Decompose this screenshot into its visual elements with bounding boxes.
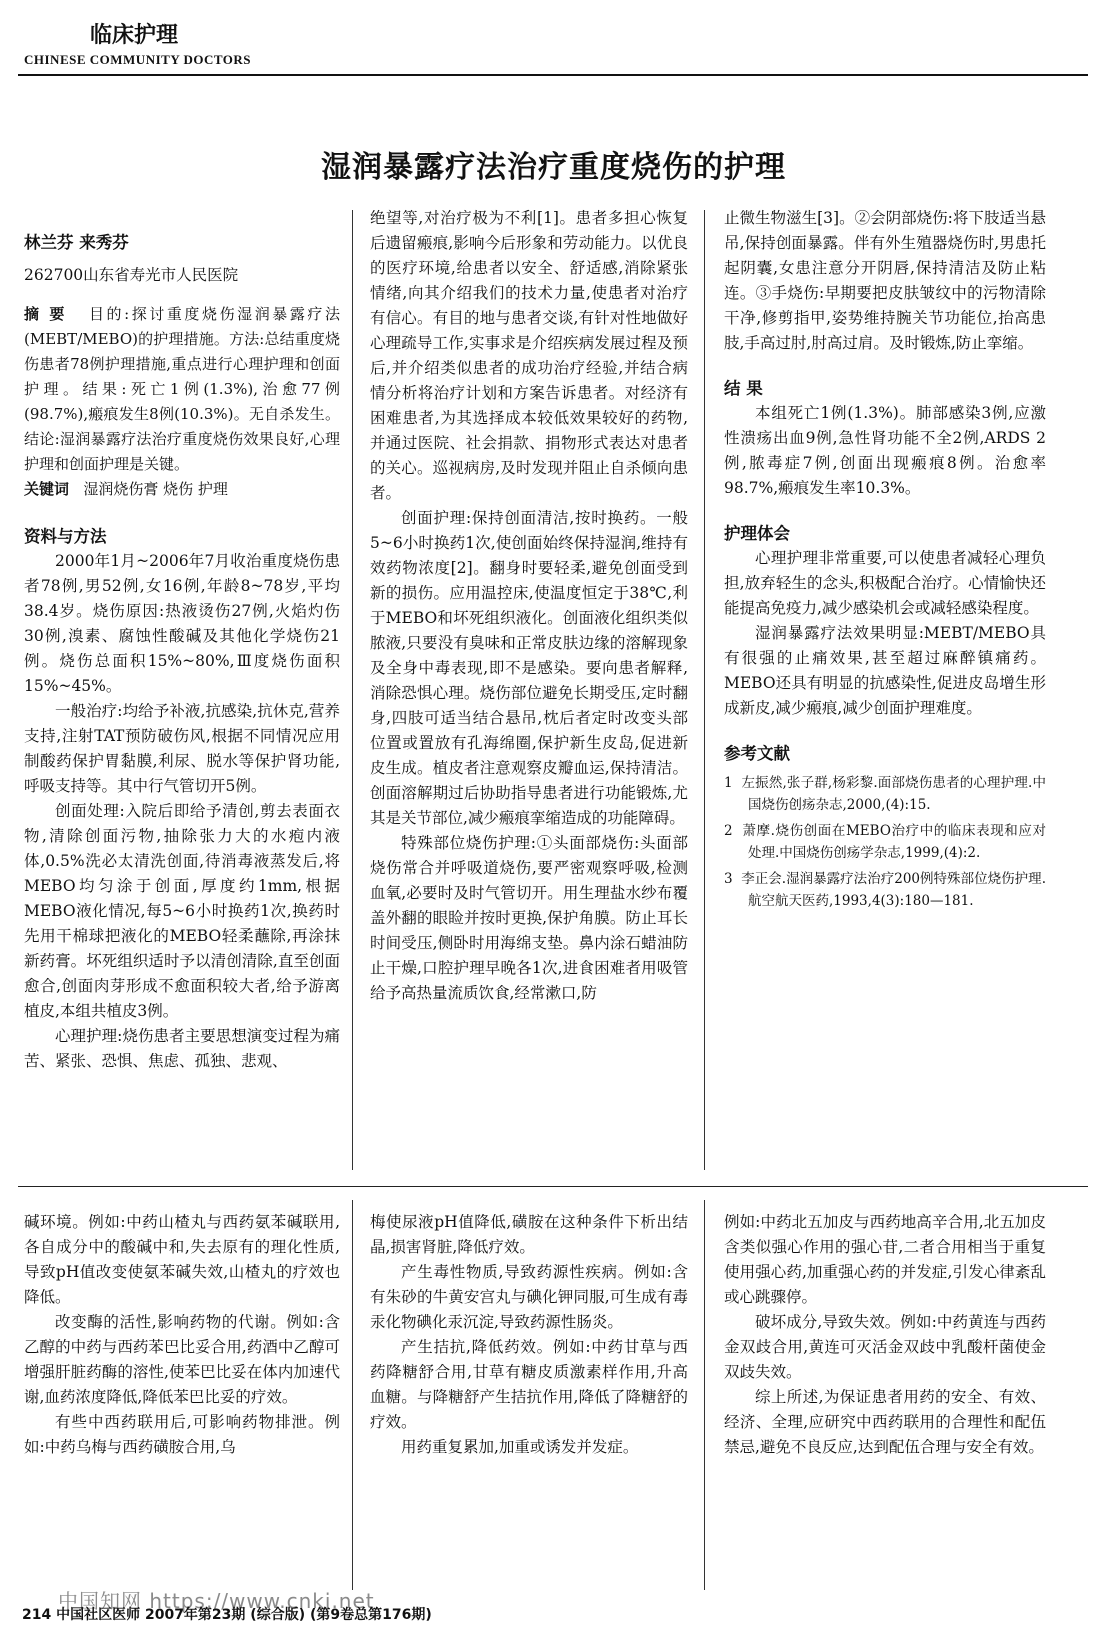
paragraph: 心理护理:烧伤患者主要思想演变过程为痛苦、紧张、恐惧、焦虑、孤独、悲观、 bbox=[24, 1027, 340, 1070]
paragraph: 2000年1月~2006年7月收治重度烧伤患者78例,男52例,女16例,年龄8~78岁,平均38.4岁。烧伤原因:热液烫伤27例,火焰灼伤30例,溴素、腐蚀性酸碱及其他化学烧伤21例。烧伤总面积15%~80%,Ⅲ度烧伤面积15%~45%。 bbox=[24, 552, 340, 695]
header-rule bbox=[18, 74, 1088, 76]
paragraph: 绝望等,对治疗极为不利[1]。患者多担心恢复后遗留瘢痕,影响今后形象和劳动能力。以优良的医疗环境,给患者以安全、舒适感,消除紧张情绪,向其介绍我们的技术力量,使患者对治疗有信心。有目的地与患者交谈,有针对性地做好心理疏导工作,实事求是介绍疾病发展过程及预后,并介绍类似患者的成功治疗经验,并结合病情分析将治疗计划和方案告诉患者。对经济有困难患者,为其选择成本较低效果较好的药物,并通过医院、社会捐款、捐物形式表达对患者的关心。巡视病房,及时发现并阻止自杀倾向患者。 bbox=[370, 209, 688, 502]
keywords-label: 关键词 bbox=[24, 480, 70, 498]
paragraph: 梅使尿液pH值降低,磺胺在这种条件下析出结晶,损害肾脏,降低疗效。 bbox=[370, 1213, 688, 1256]
column-1 bbox=[24, 230, 340, 1074]
article-title: 湿润暴露疗法治疗重度烧伤的护理 bbox=[321, 150, 786, 185]
paragraph: 心理护理非常重要,可以使患者减轻心理负担,放弃轻生的念头,积极配合治疗。心情愉快还能提高免疫力,减少感染机会或减轻感染程度。 bbox=[724, 549, 1046, 617]
column-divider bbox=[352, 210, 353, 1170]
bottom-column-1 bbox=[24, 1210, 340, 1460]
abstract bbox=[24, 302, 340, 477]
paragraph: 止微生物滋生[3]。②会阴部烧伤:将下肢适当悬吊,保持创面暴露。伴有外生殖器烧伤时,男患托起阴囊,女患注意分开阴唇,保持清洁及防止粘连。③手烧伤:早期要把皮肤皱纹中的污物清除干净,修剪指甲,姿势维持腕关节功能位,抬高患肢,手高过肘,肘高过肩。及时锻炼,防止挛缩。 bbox=[724, 209, 1046, 352]
paragraph: 例如:中药北五加皮与西药地高辛合用,北五加皮含类似强心作用的强心苷,二者合用相当于重复使用强心药,加重强心药的并发症,引发心律紊乱或心跳骤停。 bbox=[724, 1213, 1046, 1306]
paragraph: 破坏成分,导致失效。例如:中药黄连与西药金双歧合用,黄连可灭活金双歧中乳酸杆菌使金双歧失效。 bbox=[724, 1313, 1046, 1381]
column-divider bbox=[352, 1200, 353, 1590]
paragraph: 创面护理:保持创面清洁,按时换药。一般5~6小时换药1次,使创面始终保持湿润,维持有效药物浓度[2]。翻身时要轻柔,避免创面受到新的损伤。应用温控床,使温度恒定于38℃,利于MEBO和坏死组织液化。创面液化组织类似脓液,只要没有臭味和正常皮肤边缘的溶解现象及全身中毒表现,即不是感染。要向患者解释,消除恐惧心理。烧伤部位避免长期受压,定时翻身,四肢可适当结合悬吊,枕后者定时改变头部位置或置放有孔海绵圈,保护新生皮岛,促进新皮生成。植皮者注意观察皮瓣血运,保持清洁。创面溶解期过后协助指导患者进行功能锻炼,尤其是关节部位,减少瘢痕挛缩造成的功能障碍。 bbox=[370, 509, 688, 827]
column-divider bbox=[704, 210, 705, 1170]
page-footer: 214 中国社区医师 2007年第23期 (综合版) (第9卷总第176期) bbox=[22, 1607, 432, 1623]
paragraph: 本组死亡1例(1.3%)。肺部感染3例,应激性溃疡出血9例,急性肾功能不全2例,ARDS 2例,脓毒症7例,创面出现瘢痕8例。治愈率98.7%,瘢痕发生率10.3%。 bbox=[724, 404, 1046, 497]
affiliation: 262700山东省寿光市人民医院 bbox=[24, 266, 239, 284]
abstract-label: 摘 要 bbox=[24, 305, 67, 323]
reference-item: 1 左振然,张子群,杨彩黎.面部烧伤患者的心理护理.中国烧伤创疡杂志,2000,(4):15. bbox=[724, 775, 1046, 813]
authors: 林兰芬 来秀芬 bbox=[24, 233, 129, 252]
bottom-column-2 bbox=[370, 1210, 688, 1460]
bottom-column-3 bbox=[724, 1210, 1046, 1460]
paragraph: 湿润暴露疗法效果明显:MEBT/MEBO具有很强的止痛效果,甚至超过麻醉镇痛药。MEBO还具有明显的抗感染性,促进皮岛增生形成新皮,减少瘢痕,减少创面护理难度。 bbox=[724, 624, 1046, 717]
reference-list bbox=[724, 772, 1046, 912]
section-heading-results: 结 果 bbox=[724, 379, 763, 398]
reference-item: 2 萧摩.烧伤创面在MEBO治疗中的临床表现和应对处理.中国烧伤创疡学杂志,1999,(4):2. bbox=[724, 823, 1046, 861]
journal-name-en: CHINESE COMMUNITY DOCTORS bbox=[24, 52, 252, 67]
paragraph: 产生拮抗,降低药效。例如:中药甘草与西药降糖舒合用,甘草有糖皮质激素样作用,升高血糖。与降糖舒产生拮抗作用,降低了降糖舒的疗效。 bbox=[370, 1338, 688, 1431]
reference-item: 3 李正会.湿润暴露疗法治疗200例特殊部位烧伤护理.航空航天医药,1993,4(3):180—181. bbox=[724, 871, 1046, 909]
keywords bbox=[24, 477, 340, 502]
paragraph: 碱环境。例如:中药山楂丸与西药氨苯碱联用,各自成分中的酸碱中和,失去原有的理化性质,导致pH值改变使氨苯碱失效,山楂丸的疗效也降低。 bbox=[24, 1213, 340, 1306]
cnki-watermark: 中国知网 https://www.cnki.net bbox=[58, 1589, 375, 1613]
abstract-text: 目的:探讨重度烧伤湿润暴露疗法(MEBT/MEBO)的护理措施。方法:总结重度烧伤患者78例护理措施,重点进行心理护理和创面护理。结果:死亡1例(1.3%),治愈77例(98.7%),瘢痕发生8例(10.3%)。无自杀发生。结论:湿润暴露疗法治疗重度烧伤效果良好,心理护理和创面护理是关键。 bbox=[24, 305, 340, 473]
section-header: 临床护理 bbox=[90, 23, 179, 48]
column-2 bbox=[370, 206, 688, 1006]
paragraph: 综上所述,为保证患者用药的安全、有效、经济、全理,应研究中西药联用的合理性和配伍禁忌,避免不良反应,达到配伍合理与安全有效。 bbox=[724, 1388, 1046, 1456]
section-heading-nursing: 护理体会 bbox=[724, 524, 790, 543]
paragraph: 特殊部位烧伤护理:①头面部烧伤:头面部烧伤常合并呼吸道烧伤,要严密观察呼吸,检测血氧,必要时及时气管切开。用生理盐水纱布覆盖外翻的眼睑并按时更换,保护角膜。防止耳长时间受压,侧卧时用海绵支垫。鼻内涂石蜡油防止干燥,口腔护理早晚各1次,进食困难者用吸管给予高热量流质饮食,经常漱口,防 bbox=[370, 834, 688, 1002]
paragraph: 有些中西药联用后,可影响药物排泄。例如:中药乌梅与西药磺胺合用,乌 bbox=[24, 1413, 340, 1456]
keywords-text: 湿润烧伤膏 烧伤 护理 bbox=[83, 480, 228, 498]
paragraph: 产生毒性物质,导致药源性疾病。例如:含有朱砂的牛黄安宫丸与碘化钾同服,可生成有毒汞化物碘化汞沉淀,导致药源性肠炎。 bbox=[370, 1263, 688, 1331]
section-heading-methods: 资料与方法 bbox=[24, 527, 107, 546]
column-3 bbox=[724, 206, 1046, 916]
paragraph: 一般治疗:均给予补液,抗感染,抗休克,营养支持,注射TAT预防破伤风,根据不同情况应用制酸药保护胃黏膜,利尿、脱水等保护肾功能,呼吸支持等。其中行气管切开5例。 bbox=[24, 702, 340, 795]
paragraph: 改变酶的活性,影响药物的代谢。例如:含乙醇的中药与西药苯巴比妥合用,药酒中乙醇可增强肝脏药酶的溶性,使苯巴比妥在体内加速代谢,血药浓度降低,降低苯巴比妥的疗效。 bbox=[24, 1313, 340, 1406]
section-heading-references: 参考文献 bbox=[724, 744, 790, 763]
paragraph: 用药重复累加,加重或诱发并发症。 bbox=[401, 1438, 639, 1456]
paragraph: 创面处理:入院后即给予清创,剪去表面衣物,清除创面污物,抽除张力大的水疱内液体,0.5%洗必太清洗创面,待消毒液蒸发后,将MEBO均匀涂于创面,厚度约1mm,根据MEBO液化情况,每5~6小时换药1次,换药时先用干棉球把液化的MEBO轻柔蘸除,再涂抹新药膏。坏死组织适时予以清创清除,直至创面愈合,创面肉芽形成不愈面积较大者,给予游离植皮,本组共植皮3例。 bbox=[24, 802, 340, 1020]
column-divider bbox=[704, 1200, 705, 1590]
article-separator bbox=[18, 1186, 1088, 1187]
